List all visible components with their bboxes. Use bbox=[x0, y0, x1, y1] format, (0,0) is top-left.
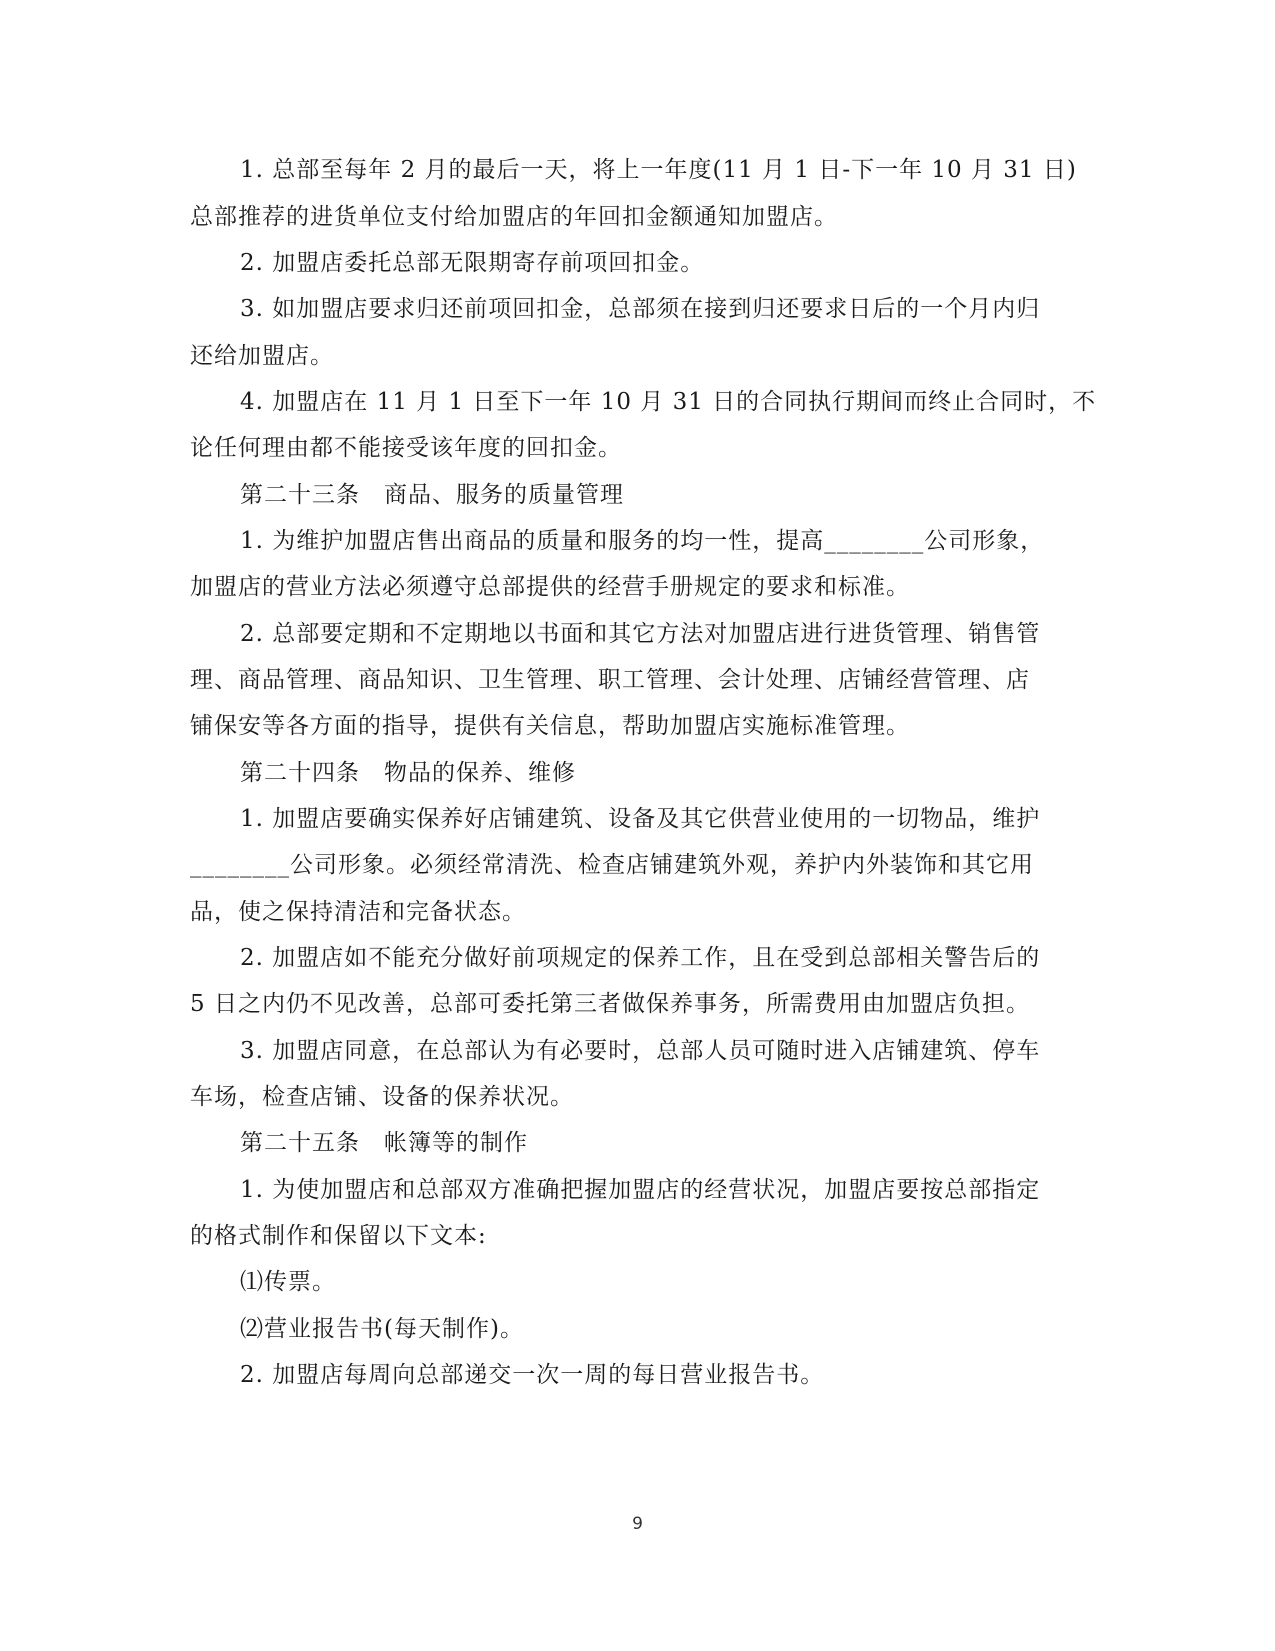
paragraph-line: 5 日之内仍不见改善，总部可委托第三者做保养事务，所需费用由加盟店负担。 bbox=[190, 991, 1030, 1017]
paragraph-line: 2. 总部要定期和不定期地以书面和其它方法对加盟店进行进货管理、销售管 bbox=[240, 621, 1041, 647]
paragraph-line: 的格式制作和保留以下文本: bbox=[190, 1223, 487, 1249]
paragraph-line: 2. 加盟店每周向总部递交一次一周的每日营业报告书。 bbox=[240, 1362, 825, 1388]
list-item: ⑴传票。 bbox=[240, 1269, 336, 1295]
paragraph-line: 还给加盟店。 bbox=[190, 343, 334, 369]
page-number: 9 bbox=[632, 1514, 643, 1534]
paragraph-line: 2. 加盟店委托总部无限期寄存前项回扣金。 bbox=[240, 250, 705, 276]
paragraph-line: 2. 加盟店如不能充分做好前项规定的保养工作，且在受到总部相关警告后的 bbox=[240, 945, 1041, 971]
list-item: ⑵营业报告书(每天制作)。 bbox=[240, 1316, 524, 1342]
paragraph-line: 4. 加盟店在 11 月 1 日至下一年 10 月 31 日的合同执行期间而终止合同时，不 bbox=[240, 389, 1097, 415]
paragraph-line: 1. 总部至每年 2 月的最后一天，将上一年度(11 月 1 日-下一年 10 月 31 日) bbox=[240, 157, 1077, 183]
paragraph-line: 品，使之保持清洁和完备状态。 bbox=[190, 899, 526, 925]
section-heading: 第二十三条 商品、服务的质量管理 bbox=[240, 482, 624, 508]
paragraph-line: 论任何理由都不能接受该年度的回扣金。 bbox=[190, 435, 622, 461]
paragraph-line: 1. 为维护加盟店售出商品的质量和服务的均一性，提高________公司形象， bbox=[240, 528, 1045, 554]
paragraph-line: 车场，检查店铺、设备的保养状况。 bbox=[190, 1084, 574, 1110]
paragraph-line: 3. 如加盟店要求归还前项回扣金，总部须在接到归还要求日后的一个月内归 bbox=[240, 296, 1041, 322]
paragraph-line: 3. 加盟店同意，在总部认为有必要时，总部人员可随时进入店铺建筑、停车 bbox=[240, 1038, 1041, 1064]
section-heading: 第二十五条 帐簿等的制作 bbox=[240, 1130, 528, 1156]
paragraph-line: 总部推荐的进货单位支付给加盟店的年回扣金额通知加盟店。 bbox=[190, 204, 838, 230]
section-heading: 第二十四条 物品的保养、维修 bbox=[240, 760, 576, 786]
paragraph-line: 1. 加盟店要确实保养好店铺建筑、设备及其它供营业使用的一切物品，维护 bbox=[240, 806, 1041, 832]
paragraph-line: 加盟店的营业方法必须遵守总部提供的经营手册规定的要求和标准。 bbox=[190, 574, 910, 600]
paragraph-line: 1. 为使加盟店和总部双方准确把握加盟店的经营状况，加盟店要按总部指定 bbox=[240, 1177, 1041, 1203]
paragraph-line: 铺保安等各方面的指导，提供有关信息，帮助加盟店实施标准管理。 bbox=[190, 713, 910, 739]
paragraph-line: ________公司形象。必须经常清洗、检查店铺建筑外观，养护内外装饰和其它用 bbox=[190, 852, 1034, 878]
paragraph-line: 理、商品管理、商品知识、卫生管理、职工管理、会计处理、店铺经营管理、店 bbox=[190, 667, 1030, 693]
